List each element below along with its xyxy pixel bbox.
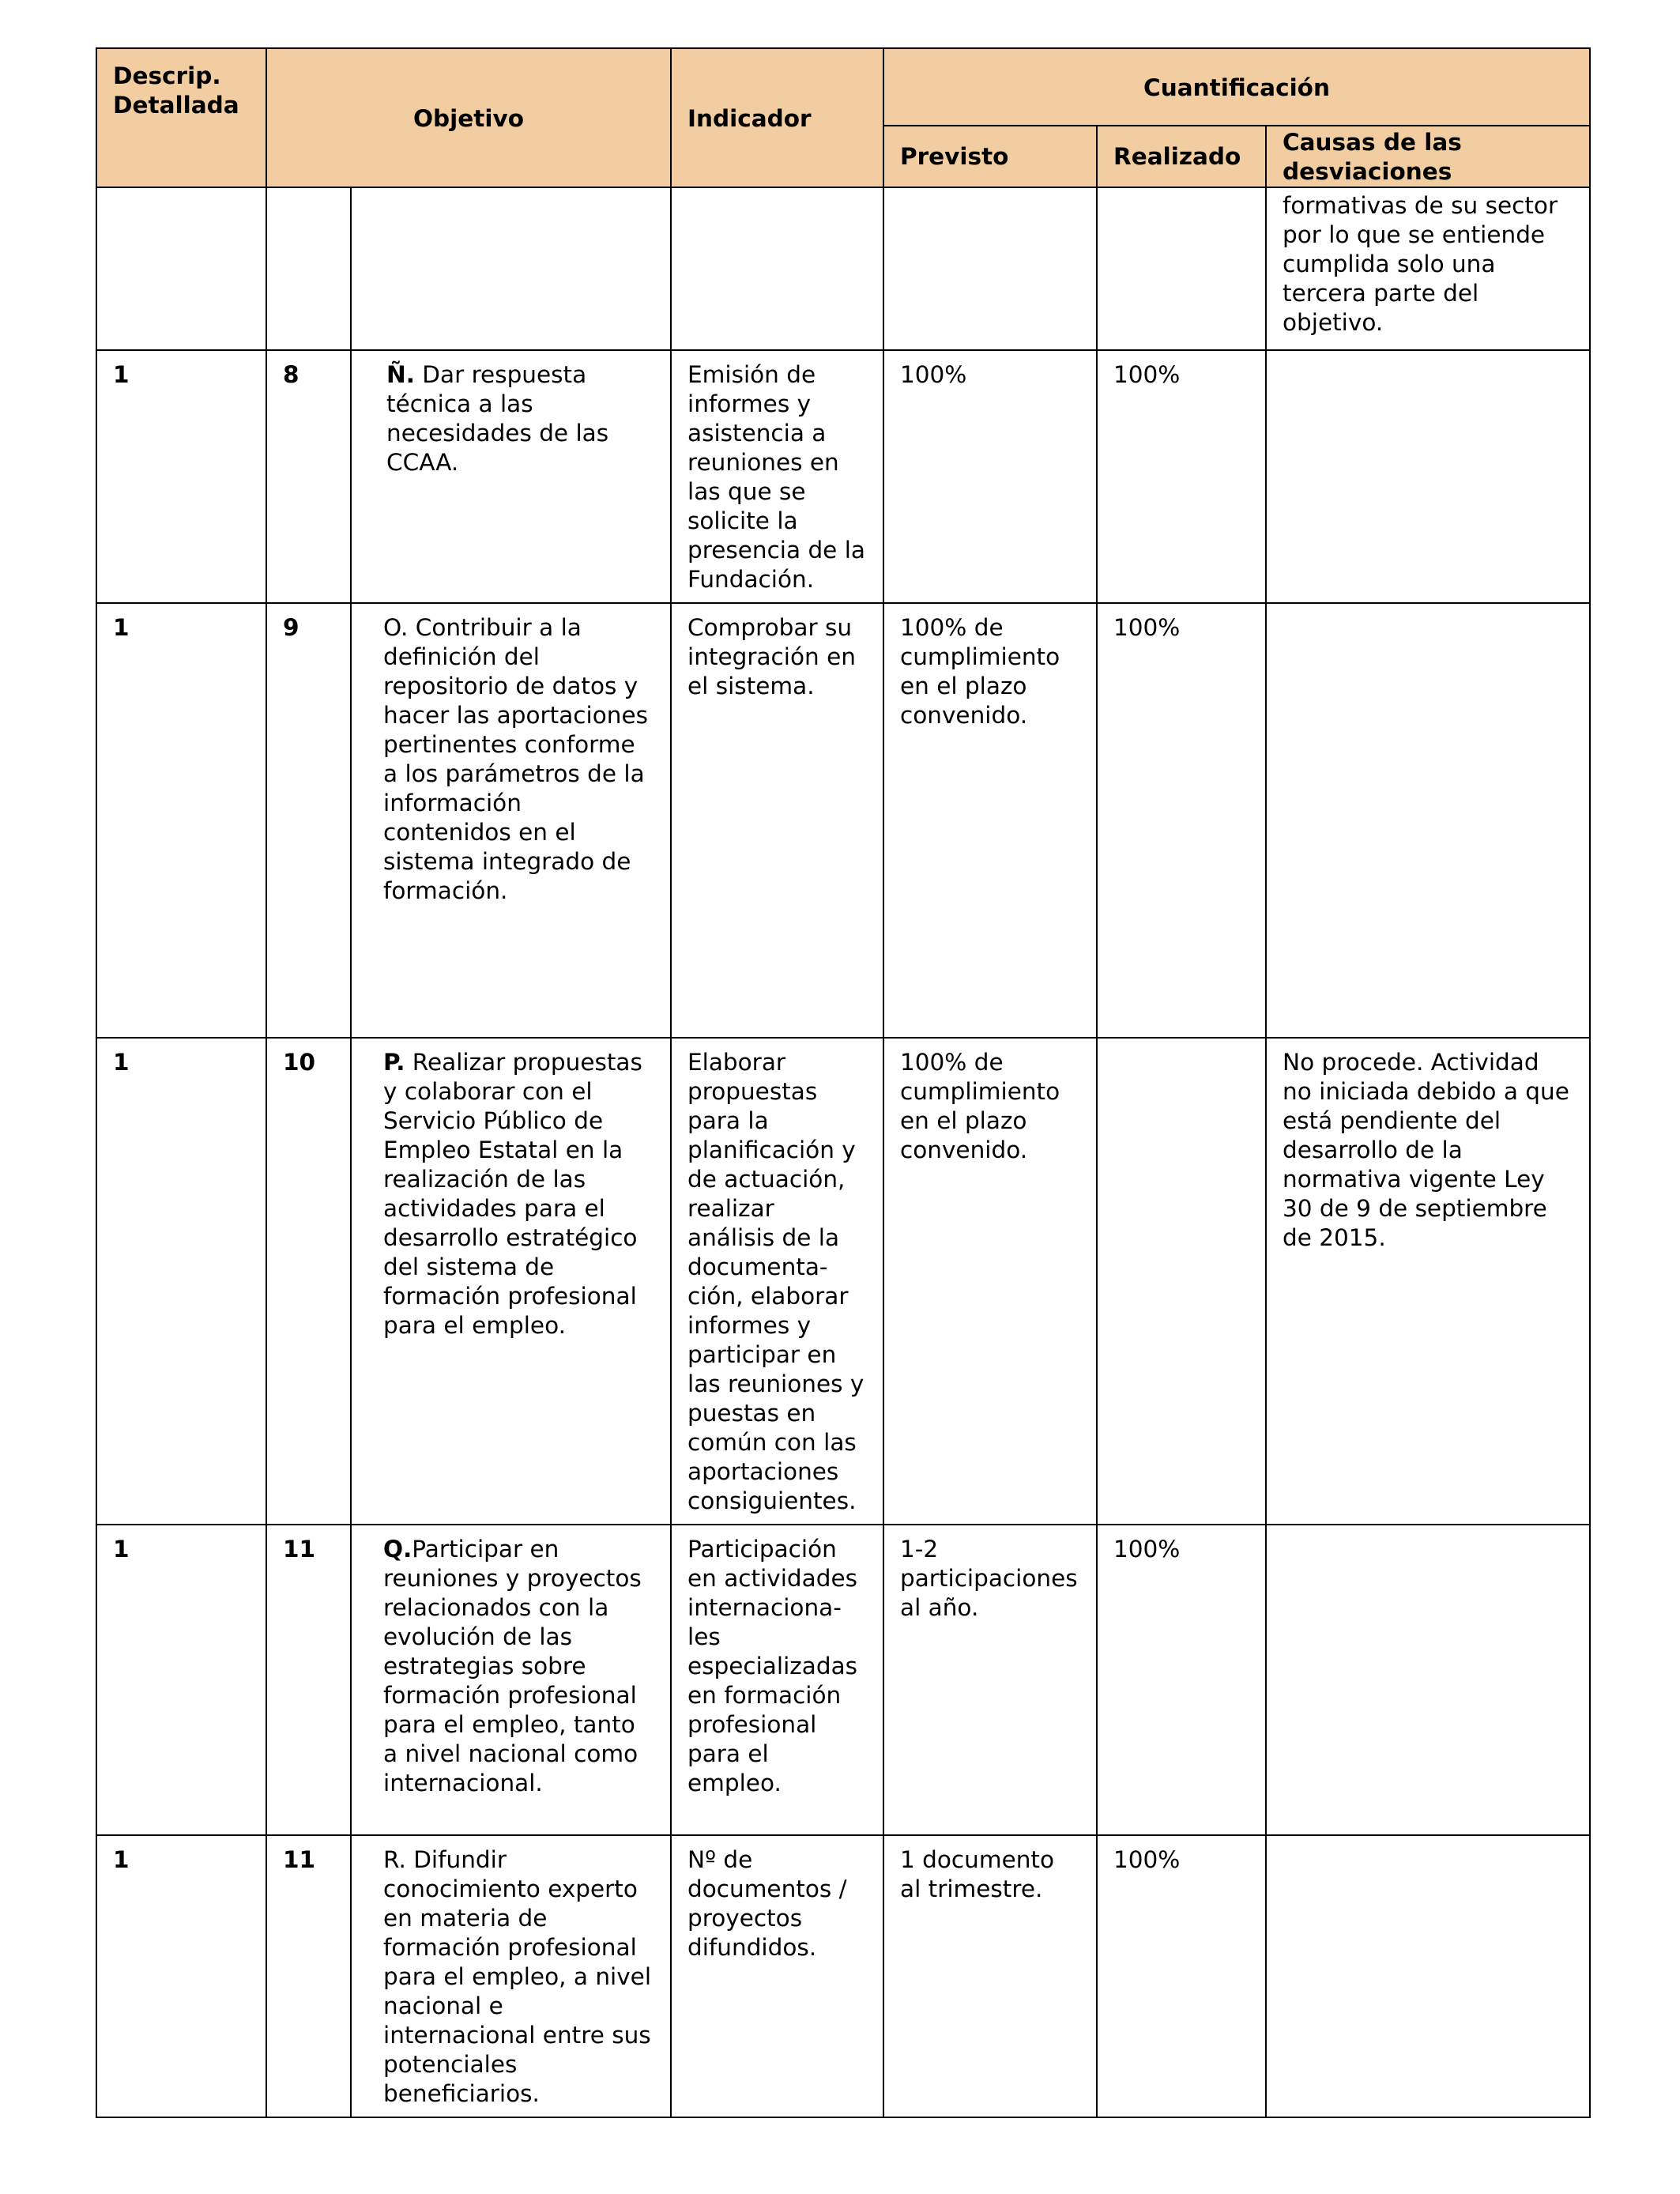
objective-letter: P. xyxy=(383,1049,405,1076)
cell-planned xyxy=(883,1835,1097,2117)
num-value: 8 xyxy=(283,361,299,388)
causes-text: formativas de su sector por lo que se entiende cumplida solo una tercera parte del objetivo. xyxy=(1283,192,1558,336)
num-value: 11 xyxy=(283,1536,316,1563)
cell-causes xyxy=(1266,187,1590,350)
indicator-text: Participación en actividades internaciona-les especializadas en formación profesional para el empleo. xyxy=(687,1536,858,1796)
cell-indicator xyxy=(671,187,883,350)
cell-indicator xyxy=(671,1525,883,1835)
cell-num xyxy=(266,1835,351,2117)
header-realizado xyxy=(1097,126,1266,187)
cell-descrip xyxy=(96,187,266,350)
header-descrip xyxy=(96,48,266,187)
header-objetivo-label: Objetivo xyxy=(412,104,525,132)
cell-objective xyxy=(351,350,671,603)
achieved-text: 100% xyxy=(1113,361,1181,388)
cell-num xyxy=(266,1038,351,1525)
planned-text: 1 documento al trimestre. xyxy=(900,1846,1055,1902)
cell-causes xyxy=(1266,603,1590,1038)
cell-planned xyxy=(883,1525,1097,1835)
cell-causes xyxy=(1266,350,1590,603)
achieved-text: 100% xyxy=(1113,1846,1181,1873)
objective-text: Dar respuesta técnica a las necesidades de las CCAA. xyxy=(386,361,609,476)
indicator-text: Elaborar propuestas para la planificación y de actuación, realizar análisis de la documenta-ción, elaborar informes y participar en las reuniones y puestas en común con las aportaciones consiguientes. xyxy=(687,1049,864,1514)
cell-objective xyxy=(351,1835,671,2117)
planned-text: 100% de cumplimiento en el plazo convenido. xyxy=(900,614,1060,729)
descrip-value: 1 xyxy=(113,1846,130,1873)
objective-text: R. Difundir conocimiento experto en materia de formación profesional para el empleo, a nivel nacional e internacional entre sus potenciales beneficiarios. xyxy=(383,1846,652,2107)
cell-achieved xyxy=(1097,350,1266,603)
table-row xyxy=(96,1835,1590,2117)
header-causas-label: Causas de las desviaciones xyxy=(1283,129,1462,185)
achieved-text: 100% xyxy=(1113,614,1181,641)
cell-num xyxy=(266,1525,351,1835)
objective-text: Realizar propuestas y colaborar con el Servicio Público de Empleo Estatal en la realización de las actividades para el desarrollo estratégico del sistema de formación profesional para el empleo. xyxy=(383,1049,642,1339)
num-value: 9 xyxy=(283,614,299,641)
causes-text: No procede. Actividad no iniciada debido a que está pendiente del desarrollo de la normativa vigente Ley 30 de 9 de septiembre de 2015. xyxy=(1283,1049,1569,1251)
achieved-text: 100% xyxy=(1113,1536,1181,1563)
cell-planned xyxy=(883,187,1097,350)
cell-num xyxy=(266,187,351,350)
header-indicador-label: Indicador xyxy=(687,104,812,132)
header-realizado-label: Realizado xyxy=(1113,142,1241,170)
indicator-text: Emisión de informes y asistencia a reuniones en las que se solicite la presencia de la Fundación. xyxy=(687,361,865,593)
cell-indicator xyxy=(671,350,883,603)
header-previsto xyxy=(883,126,1097,187)
cell-descrip xyxy=(96,1038,266,1525)
descrip-value: 1 xyxy=(113,361,130,388)
objective-text: Participar en reuniones y proyectos relacionados con la evolución de las estrategias sobre formación profesional para el empleo, tanto a nivel nacional como internacional. xyxy=(383,1536,642,1796)
cell-descrip xyxy=(96,603,266,1038)
header-causas xyxy=(1266,126,1590,187)
num-value: 10 xyxy=(283,1049,316,1076)
table-row xyxy=(96,187,1590,350)
table-row xyxy=(96,350,1590,603)
cell-causes xyxy=(1266,1525,1590,1835)
planned-text: 100% de cumplimiento en el plazo convenido. xyxy=(900,1049,1060,1163)
cell-achieved xyxy=(1097,1038,1266,1525)
header-descrip-label: Descrip. Detallada xyxy=(113,62,239,119)
header-cuantificacion xyxy=(883,48,1590,126)
cell-achieved xyxy=(1097,1835,1266,2117)
cell-indicator xyxy=(671,1038,883,1525)
table-row xyxy=(96,1525,1590,1835)
header-cuantificacion-label: Cuantificación xyxy=(1143,74,1330,101)
cell-indicator xyxy=(671,1835,883,2117)
cell-achieved xyxy=(1097,603,1266,1038)
objectives-table xyxy=(96,47,1591,2118)
indicator-text: Nº de documentos / proyectos difundidos. xyxy=(687,1846,847,1961)
cell-causes xyxy=(1266,1835,1590,2117)
cell-objective xyxy=(351,1038,671,1525)
cell-planned xyxy=(883,603,1097,1038)
cell-descrip xyxy=(96,350,266,603)
objective-letter: Q. xyxy=(383,1536,412,1563)
num-value: 11 xyxy=(283,1846,316,1873)
indicator-text: Comprobar su integración en el sistema. xyxy=(687,614,856,699)
cell-num xyxy=(266,350,351,603)
objective-text: O. Contribuir a la definición del repositorio de datos y hacer las aportaciones pertinentes conforme a los parámetros de la información contenidos en el sistema integrado de formación. xyxy=(383,614,648,904)
header-previsto-label: Previsto xyxy=(900,142,1009,170)
cell-objective xyxy=(351,603,671,1038)
objective-letter: Ñ. xyxy=(386,361,415,388)
descrip-value: 1 xyxy=(113,614,130,641)
planned-text: 1-2 participaciones al año. xyxy=(900,1536,1078,1621)
cell-planned xyxy=(883,1038,1097,1525)
cell-objective xyxy=(351,1525,671,1835)
cell-num xyxy=(266,603,351,1038)
cell-achieved xyxy=(1097,1525,1266,1835)
table-row xyxy=(96,1038,1590,1525)
descrip-value: 1 xyxy=(113,1536,130,1563)
planned-text: 100% xyxy=(900,361,967,388)
cell-planned xyxy=(883,350,1097,603)
cell-indicator xyxy=(671,603,883,1038)
cell-objective xyxy=(351,187,671,350)
header-indicador xyxy=(671,48,883,187)
table-row xyxy=(96,603,1590,1038)
cell-descrip xyxy=(96,1525,266,1835)
descrip-value: 1 xyxy=(113,1049,130,1076)
cell-descrip xyxy=(96,1835,266,2117)
cell-achieved xyxy=(1097,187,1266,350)
cell-causes xyxy=(1266,1038,1590,1525)
header-objetivo xyxy=(266,48,671,187)
